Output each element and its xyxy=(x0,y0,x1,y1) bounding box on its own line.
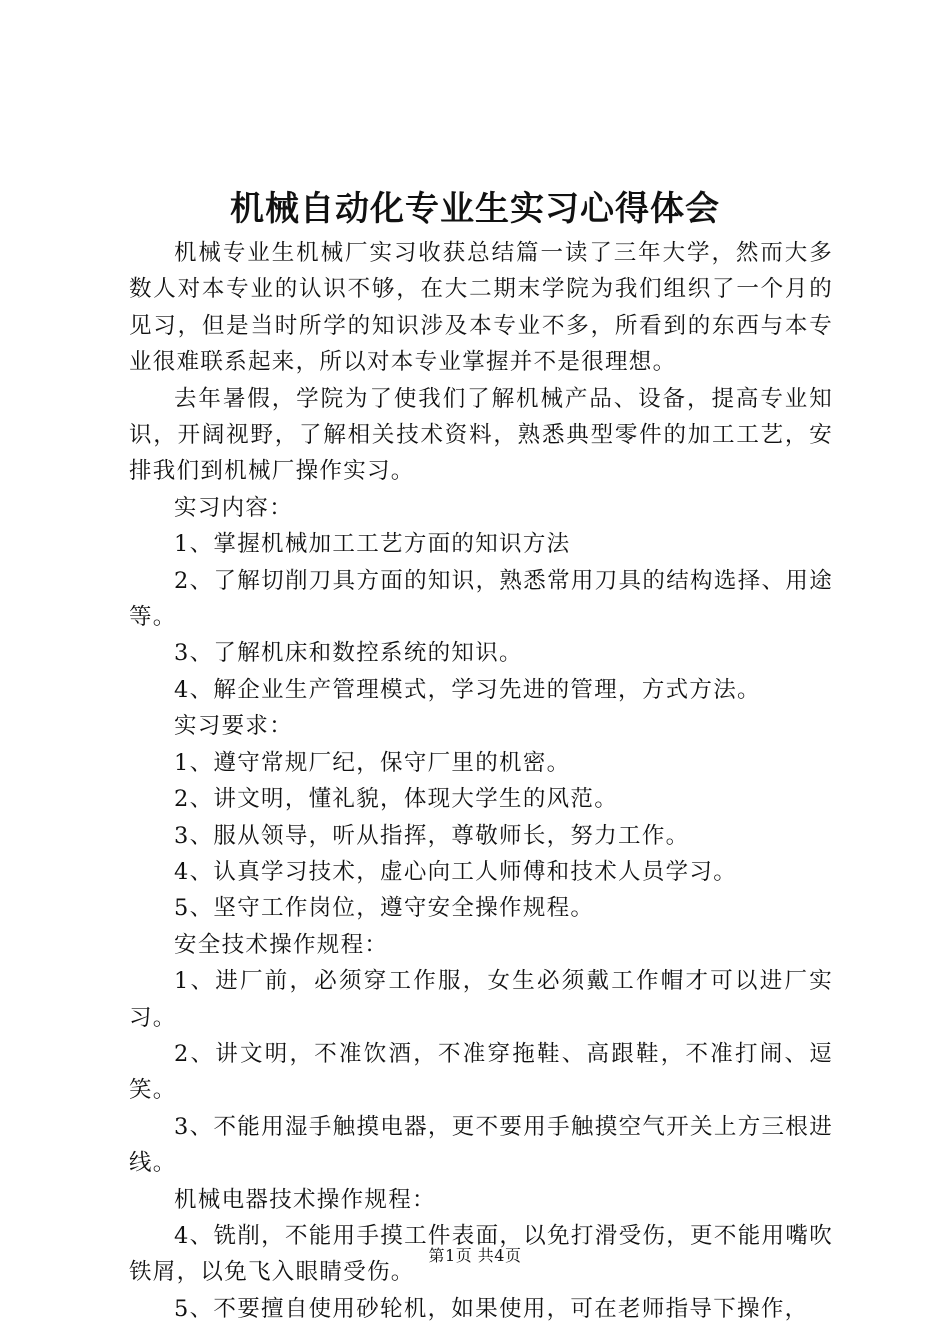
document-title: 机械自动化专业生实习心得体会 xyxy=(230,189,720,229)
list-item: 2、讲文明，懂礼貌，体现大学生的风范。 xyxy=(174,786,619,813)
list-item: 4、认真学习技术，虚心向工人师傅和技术人员学习。 xyxy=(174,858,738,885)
paragraph: 去年暑假，学院为了使我们了解机械产品、设备，提高专业知识，开阔视野，了解相关技术资料，熟悉典型零件的加工工艺，安排我们到机械厂操作实习。 xyxy=(129,385,833,485)
paragraph: 机械专业生机械厂实习收获总结篇一读了三年大学，然而大多数人对本专业的认识不够，在大二期末学院为我们组织了一个月的见习，但是当时所学的知识涉及本专业不多，所看到的东西与本专业很难联系起来，所以对本专业掌握并不是很理想。 xyxy=(129,240,833,376)
section-heading: 安全技术操作规程： xyxy=(174,931,389,958)
list-item: 5、不要擅自使用砂轮机，如果使用，可在老师指导下操作， xyxy=(174,1295,809,1322)
page-footer: 第1页 共4页 xyxy=(428,1246,522,1265)
document-body xyxy=(129,235,833,1327)
list-item: 4、解企业生产管理模式，学习先进的管理，方式方法。 xyxy=(174,676,761,703)
section-heading: 实习要求： xyxy=(174,713,294,740)
list-item: 4、铣削，不能用手摸工件表面，以免打滑受伤，更不能用嘴吹铁屑，以免飞入眼睛受伤。 xyxy=(129,1222,833,1286)
list-item: 1、遵守常规厂纪，保守厂里的机密。 xyxy=(174,749,571,776)
list-item: 2、讲文明，不准饮酒，不准穿拖鞋、高跟鞋，不准打闹、逗笑。 xyxy=(129,1040,833,1104)
section-heading: 机械电器技术操作规程： xyxy=(174,1186,436,1213)
list-item: 2、了解切削刀具方面的知识，熟悉常用刀具的结构选择、用途等。 xyxy=(129,567,833,631)
list-item: 3、服从领导，听从指挥，尊敬师长，努力工作。 xyxy=(174,822,690,849)
section-heading: 实习内容： xyxy=(174,494,294,521)
list-item: 1、掌握机械加工工艺方面的知识方法 xyxy=(174,531,571,558)
list-item: 5、坚守工作岗位，遵守安全操作规程。 xyxy=(174,895,595,922)
list-item: 3、了解机床和数控系统的知识。 xyxy=(174,640,523,667)
list-item: 1、进厂前，必须穿工作服，女生必须戴工作帽才可以进厂实习。 xyxy=(129,968,833,1031)
list-item: 3、不能用湿手触摸电器，更不要用手触摸空气开关上方三根进线。 xyxy=(129,1113,833,1177)
